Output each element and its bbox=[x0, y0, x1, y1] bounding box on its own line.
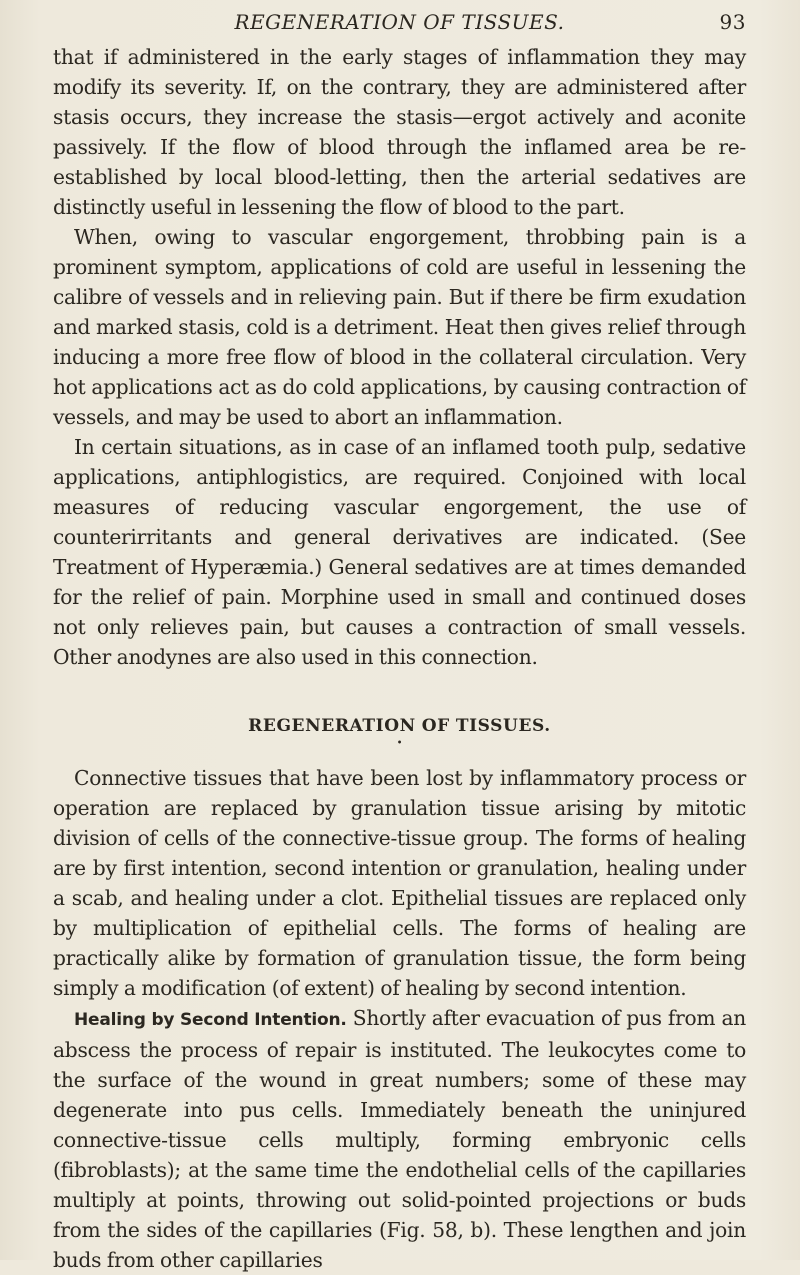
running-header bbox=[53, 8, 746, 42]
section-heading-ornament: • bbox=[396, 738, 403, 749]
run-in-heading: Healing by Second Intention. bbox=[74, 1010, 347, 1030]
running-title: REGENERATION OF TISSUES. bbox=[234, 10, 565, 34]
page-number: 93 bbox=[719, 10, 746, 34]
paragraph-connective-tissues: Connective tissues that have been lost by inflammatory process or operation are replaced by granulation tissue arising by mitotic division of cells of the connective-tissue group. The forms of healing are by first intention, second intention or granulation, healing under a scab, and healing under a clot. Epithelial tissues are replaced only by multiplication of epithelial cells. The forms of healing are practically alike by formation of granulation tissue, the form being simply a modification (of extent) of healing by second intention. bbox=[53, 766, 746, 1000]
section-heading: REGENERATION OF TISSUES. bbox=[248, 716, 551, 736]
paragraph-second-intention-text: Shortly after evacuation of pus from an abscess the process of repair is instituted. The leukocytes come to the surface of the wound in great numbers; some of these may degenerate into pus cells. Immediately beneath the uninjured connective-tissue cells multiply, forming embryonic cells (fibroblasts); at the same time the endothelial cells of the capillaries multiply at points, throwing out solid-pointed projections or buds from the sides of the capillaries (Fig. 58, b). These lengthen and join buds from other capillaries bbox=[53, 1006, 746, 1272]
paragraph-second-intention bbox=[53, 1003, 746, 1275]
paragraph-sedatives: In certain situations, as in case of an inflamed tooth pulp, sedative applications, antiphlogistics, are required. Conjoined with local measures of reducing vascular engorgement, the use of counterirritants and general derivatives are indicated. (See Treatment of Hyperæmia.) General sedatives are at times demanded for the relief of pain. Morphine used in small and continued doses not only relieves pain, but causes a contraction of small vessels. Other anodynes are also used in this connection. bbox=[53, 435, 746, 669]
main-text bbox=[53, 42, 746, 1275]
paragraph-cold-heat: When, owing to vascular engorgement, throbbing pain is a prominent symptom, applications of cold are useful in lessening the calibre of vessels and in relieving pain. But if there be firm exudation and marked stasis, cold is a detriment. Heat then gives relief through inducing a more free flow of blood in the collateral circulation. Very hot applications act as do cold applications, by causing contraction of vessels, and may be used to abort an inflammation. bbox=[53, 225, 746, 429]
paragraph-continuation: that if administered in the early stages of inflammation they may modify its severity. If, on the contrary, they are administered after stasis occurs, they increase the stasis—ergot actively and aconite passively. If the flow of blood through the inflamed area be re-established by local blood-letting, then the arterial sedatives are distinctly useful in lessening the flow of blood to the part. bbox=[53, 45, 746, 219]
